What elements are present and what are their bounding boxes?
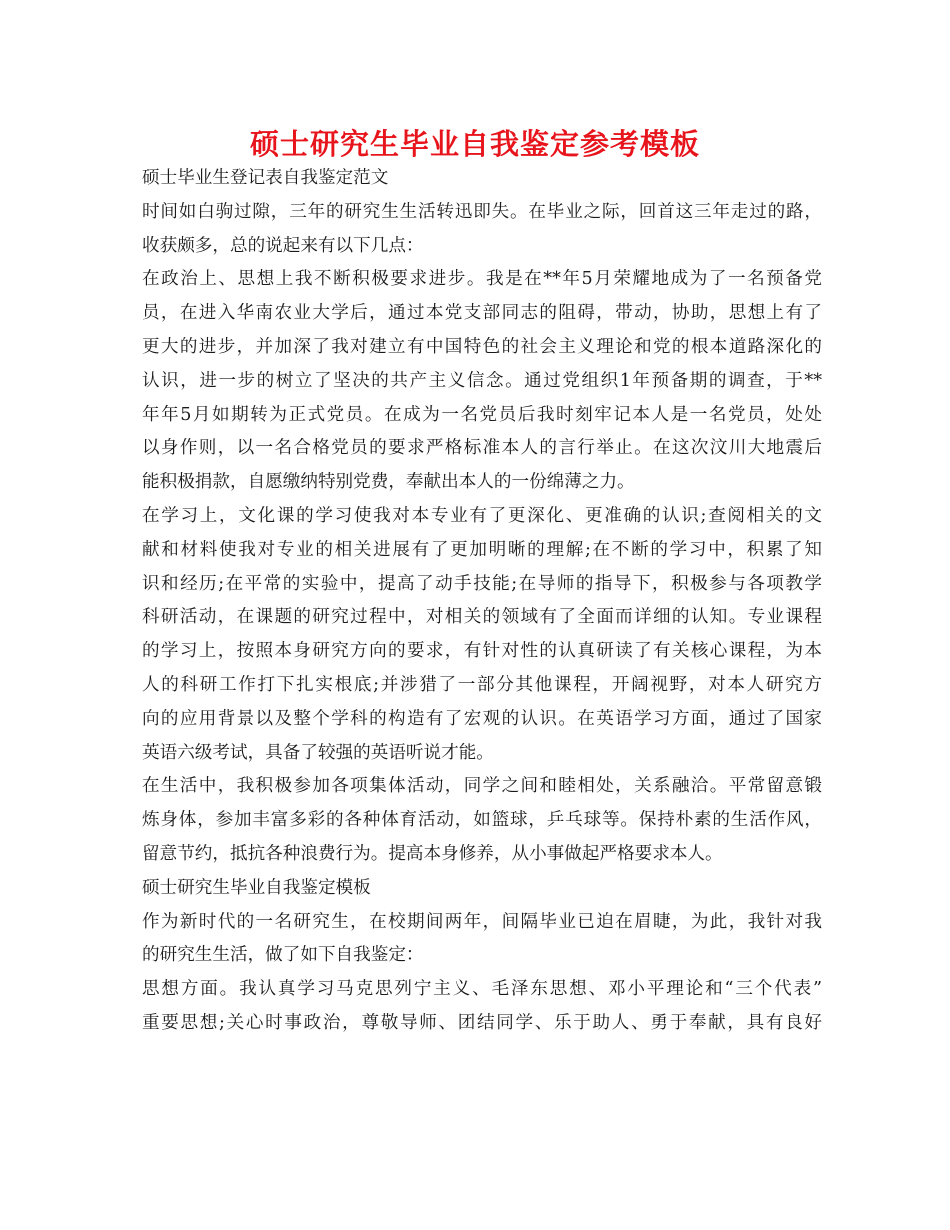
text-line: 能积极捐款，自愿缴纳特别党费，奉献出本人的一份绵薄之力。 [142,472,635,493]
document-body [142,162,822,1041]
text-line: 的学习上，按照本身研究方向的要求，有针对性的认真研读了有关核心课程，为本 [142,641,822,662]
text-line: 人的科研工作打下扎实根底;并涉猎了一部分其他课程，开阔视野，对本人研究方 [142,674,822,695]
text-line: 在学习上，文化课的学习使我对本专业有了更深化、更准确的认识;查阅相关的文 [142,505,822,526]
text-line: 作为新时代的一名研究生，在校期间两年，间隔毕业已迫在眉睫，为此，我针对我 [142,911,822,932]
text-line: 炼身体，参加丰富多彩的各种体育活动，如篮球，乒乓球等。保持朴素的生活作风， [142,810,822,831]
text-line: 英语六级考试，具备了较强的英语听说才能。 [142,742,494,763]
text-line: 重要思想;关心时事政治，尊敬导师、团结同学、乐于助人、勇于奉献，具有良好 [142,1012,822,1033]
text-line: 以身作则，以一名合格党员的要求严格标准本人的言行举止。在这次汶川大地震后 [142,438,822,459]
text-line: 认识，进一步的树立了坚决的共产主义信念。通过党组织1年预备期的调查，于** [142,370,822,391]
text-line: 时间如白驹过隙，三年的研究生生活转迅即失。在毕业之际，回首这三年走过的路， [142,201,822,222]
text-line: 硕士研究生毕业自我鉴定模板 [142,877,371,898]
text-line: 年年5月如期转为正式党员。在成为一名党员后我时刻牢记本人是一名党员，处处 [142,404,822,425]
text-line: 识和经历;在平常的实验中，提高了动手技能;在导师的指导下，积极参与各项教学 [142,573,822,594]
text-line: 在生活中，我积极参加各项集体活动，同学之间和睦相处，关系融洽。平常留意锻 [142,776,822,797]
text-line: 员，在进入华南农业大学后，通过本党支部同志的阻碍，带动，协助，思想上有了 [142,303,822,324]
text-line: 思想方面。我认真学习马克思列宁主义、毛泽东思想、邓小平理论和“三个代表” [142,979,822,1000]
text-line: 科研活动，在课题的研究过程中，对相关的领域有了全面而详细的认知。专业课程 [142,607,822,628]
document-title: 硕士研究生毕业自我鉴定参考模板 [249,127,700,161]
text-line: 献和材料使我对专业的相关进展有了更加明晰的理解;在不断的学习中，积累了知 [142,539,822,560]
text-line: 留意节约，抵抗各种浪费行为。提高本身修养，从小事做起严格要求本人。 [142,843,723,864]
text-line: 在政治上、思想上我不断积极要求进步。我是在**年5月荣耀地成为了一名预备党 [142,269,822,290]
text-line: 硕士毕业生登记表自我鉴定范文 [142,168,389,188]
text-line: 更大的进步，并加深了我对建立有中国特色的社会主义理论和党的根本道路深化的 [142,336,822,357]
text-line: 的研究生生活，做了如下自我鉴定： [142,945,424,966]
text-line: 收获颇多，总的说起来有以下几点： [142,235,424,256]
text-line: 向的应用背景以及整个学科的构造有了宏观的认识。在英语学习方面，通过了国家 [142,708,822,729]
